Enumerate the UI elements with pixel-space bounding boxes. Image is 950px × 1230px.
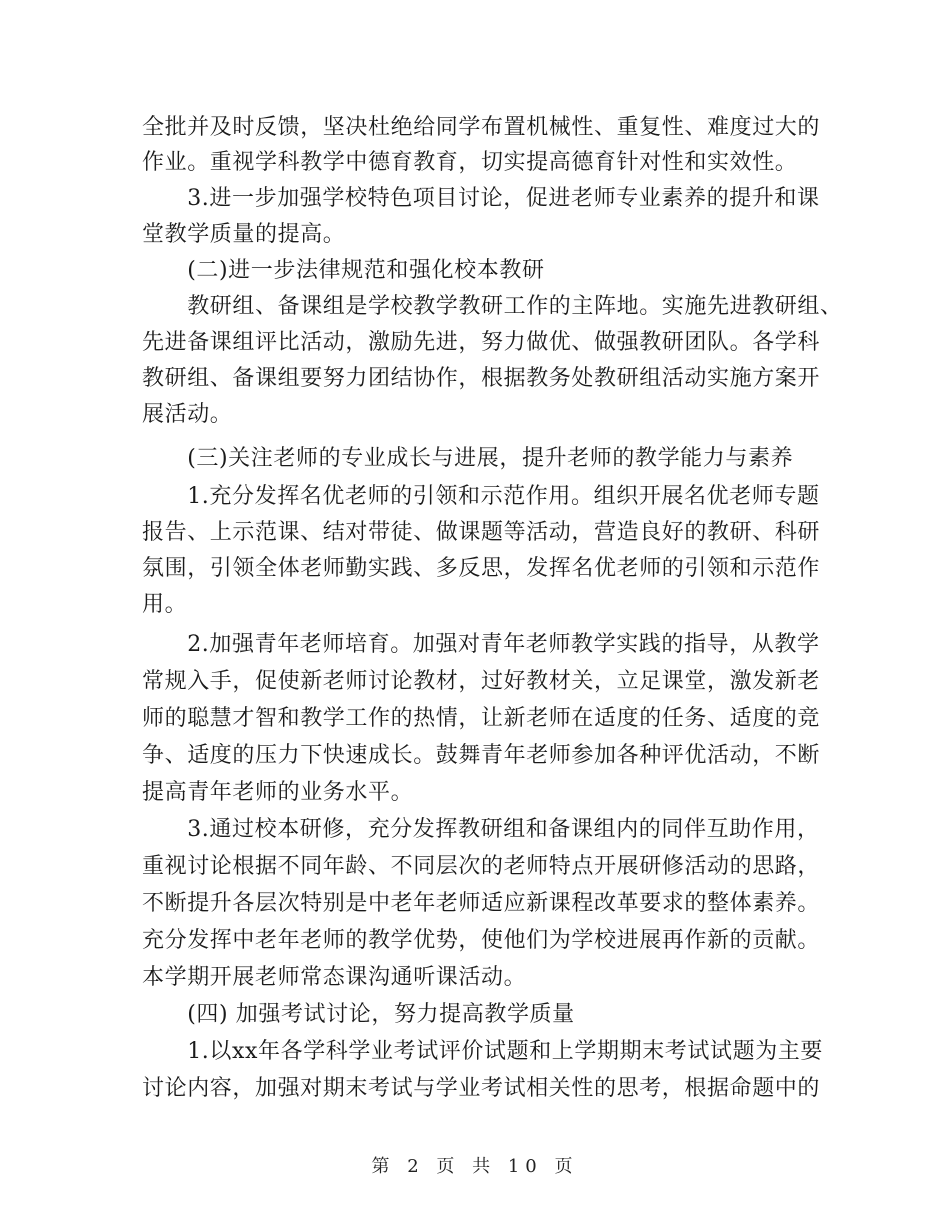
- text-line: 提高青年老师的业务水平。: [142, 780, 414, 805]
- section-heading: (二)进一步法律规范和强化校本教研: [142, 258, 545, 283]
- text-line: 充分发挥中老年老师的教学优势，使他们为学校进展再作新的贡献。: [142, 928, 821, 953]
- text-line: 教研组、备课组是学校教学教研工作的主阵地。实施先进教研组、: [142, 294, 843, 319]
- text-line: 3.通过校本研修，充分发挥教研组和备课组内的同伴互助作用，: [142, 817, 820, 842]
- text-line: 堂教学质量的提高。: [142, 222, 346, 247]
- text-line: 先进备课组评比活动，激励先进，努力做优、做强教研团队。各学科: [142, 330, 821, 355]
- text-line: 常规入手，促使新老师讨论教材，过好教材关，立足课堂，激发新老: [142, 669, 821, 694]
- text-line: 氛围，引领全体老师勤实践、多反思，发挥名优老师的引领和示范作: [142, 556, 821, 581]
- text-line: 教研组、备课组要努力团结协作，根据教务处教研组活动实施方案开: [142, 366, 821, 391]
- text-line: 1.充分发挥名优老师的引领和示范作用。组织开展名优老师专题: [142, 484, 820, 509]
- text-line: 不断提升各层次特别是中老年老师适应新课程改革要求的整体素养。: [142, 891, 821, 916]
- text-line: 师的聪慧才智和教学工作的热情，让新老师在适度的任务、适度的竞: [142, 706, 821, 731]
- text-line: 2.加强青年老师培育。加强对青年老师教学实践的指导，从教学: [142, 632, 820, 657]
- text-line: 重视讨论根据不同年龄、不同层次的老师特点开展研修活动的思路，: [142, 854, 821, 879]
- text-line: 争、适度的压力下快速成长。鼓舞青年老师参加各种评优活动，不断: [142, 743, 821, 768]
- section-heading: (四) 加强考试讨论，努力提高教学质量: [142, 1002, 575, 1027]
- text-line: 全批并及时反馈，坚决杜绝给同学布置机械性、重复性、难度过大的: [142, 115, 821, 140]
- text-line: 报告、上示范课、结对带徒、做课题等活动，营造良好的教研、科研: [142, 520, 821, 545]
- text-line: 展活动。: [142, 402, 233, 427]
- text-line: 本学期开展老师常态课沟通听课活动。: [142, 965, 527, 990]
- text-line: 讨论内容，加强对期末考试与学业考试相关性的思考，根据命题中的: [142, 1076, 821, 1101]
- page-footer: 第 2 页 共 10 页: [371, 1156, 579, 1177]
- text-line: 用。: [142, 592, 188, 617]
- text-line: 1.以xx年各学科学业考试评价试题和上学期期末考试试题为主要: [142, 1039, 824, 1064]
- section-heading: (三)关注老师的专业成长与进展，提升老师的教学能力与素养: [142, 446, 794, 471]
- text-line: 作业。重视学科教学中德育教育，切实提高德育针对性和实效性。: [142, 150, 798, 175]
- text-line: 3.进一步加强学校特色项目讨论，促进老师专业素养的提升和课: [142, 186, 820, 211]
